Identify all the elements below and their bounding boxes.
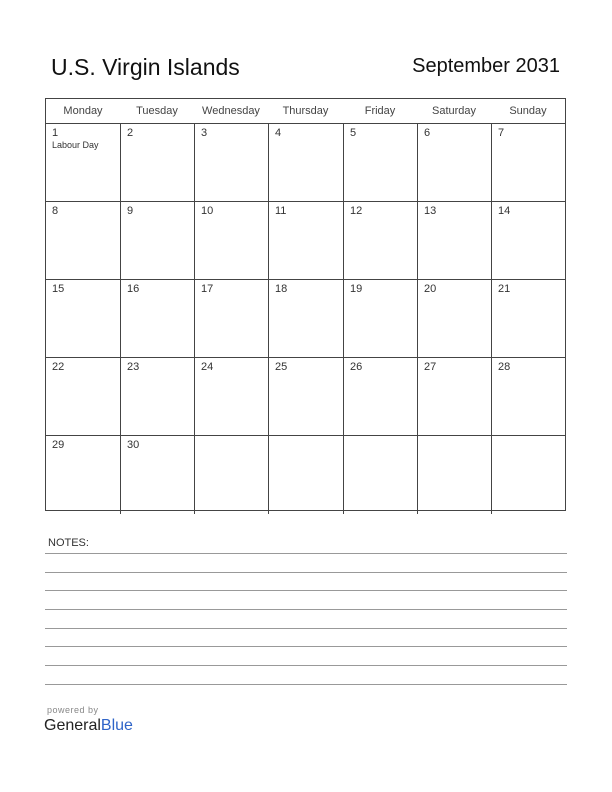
week-row [46, 202, 565, 280]
weekday-header-monday: Monday [63, 105, 103, 117]
day-number: 16 [127, 283, 140, 295]
weekday-header-saturday: Saturday [431, 105, 477, 117]
day-cell [120, 280, 194, 357]
day-number: 5 [350, 127, 357, 139]
day-number: 18 [275, 283, 288, 295]
day-cell [491, 280, 565, 357]
note-line [45, 553, 567, 554]
weekday-header-wednesday: Wednesday [202, 105, 260, 117]
day-cell [417, 124, 491, 201]
day-number: 23 [127, 361, 140, 373]
note-line [45, 590, 567, 591]
day-cell [491, 124, 565, 201]
day-number: 14 [498, 205, 511, 217]
day-number: 27 [424, 361, 437, 373]
holiday-label: Labour Day [52, 140, 99, 150]
note-line [45, 646, 567, 647]
day-number: 22 [52, 361, 65, 373]
brand-logo [44, 717, 133, 735]
month-calendar-grid [45, 98, 566, 511]
day-number: 21 [498, 283, 511, 295]
weekday-header-sunday: Sunday [509, 105, 547, 117]
day-number: 25 [275, 361, 288, 373]
day-number: 8 [52, 205, 59, 217]
day-cell [120, 358, 194, 435]
day-cell [417, 202, 491, 279]
calendar-region-title: U.S. Virgin Islands [51, 54, 240, 80]
day-cell [343, 436, 417, 514]
day-number: 17 [201, 283, 214, 295]
day-cell [491, 202, 565, 279]
day-cell [194, 436, 268, 514]
note-line [45, 609, 567, 610]
weekday-header-tuesday: Tuesday [136, 105, 178, 117]
day-number: 2 [127, 127, 134, 139]
day-cell [46, 124, 120, 201]
day-number: 9 [127, 205, 134, 217]
day-number: 3 [201, 127, 208, 139]
day-cell [46, 280, 120, 357]
day-cell [343, 358, 417, 435]
day-cell [120, 124, 194, 201]
week-row [46, 124, 565, 202]
day-number: 13 [424, 205, 437, 217]
note-line [45, 684, 567, 685]
calendar-month-title: September 2031 [412, 55, 560, 77]
day-cell [343, 124, 417, 201]
week-row [46, 280, 565, 358]
day-cell [120, 436, 194, 514]
day-cell [194, 124, 268, 201]
day-cell [343, 280, 417, 357]
note-line [45, 628, 567, 629]
day-cell [343, 202, 417, 279]
weekday-header-thursday: Thursday [282, 105, 329, 117]
day-cell [417, 436, 491, 514]
weekday-header-friday: Friday [364, 105, 396, 117]
day-cell [194, 280, 268, 357]
day-cell [491, 358, 565, 435]
day-cell [194, 202, 268, 279]
day-number: 1 [52, 127, 59, 139]
day-cell [46, 202, 120, 279]
brand-name-blue: Blue [100, 717, 133, 734]
day-number: 11 [275, 205, 287, 217]
notes-label: NOTES: [48, 537, 89, 549]
day-number: 30 [127, 439, 140, 451]
day-number: 28 [498, 361, 511, 373]
day-number: 10 [201, 205, 214, 217]
day-number: 20 [424, 283, 437, 295]
day-number: 29 [52, 439, 65, 451]
day-cell [194, 358, 268, 435]
day-number: 19 [350, 283, 363, 295]
day-number: 12 [350, 205, 363, 217]
day-cell [46, 358, 120, 435]
day-number: 26 [350, 361, 363, 373]
day-number: 6 [424, 127, 431, 139]
note-line [45, 665, 567, 666]
day-cell [268, 202, 343, 279]
day-cell [46, 436, 120, 514]
day-number: 24 [201, 361, 214, 373]
brand-name-general: General [44, 717, 101, 734]
day-number: 7 [498, 127, 505, 139]
week-row [46, 436, 565, 514]
day-number: 4 [275, 127, 282, 139]
day-cell [268, 280, 343, 357]
week-row [46, 358, 565, 436]
day-cell [120, 202, 194, 279]
day-cell [268, 436, 343, 514]
day-cell [491, 436, 565, 514]
day-cell [268, 358, 343, 435]
powered-by-text: powered by [47, 705, 99, 715]
day-cell [417, 280, 491, 357]
note-line [45, 572, 567, 573]
day-cell [417, 358, 491, 435]
day-cell [268, 124, 343, 201]
day-number: 15 [52, 283, 65, 295]
weekday-header-row [46, 99, 565, 124]
